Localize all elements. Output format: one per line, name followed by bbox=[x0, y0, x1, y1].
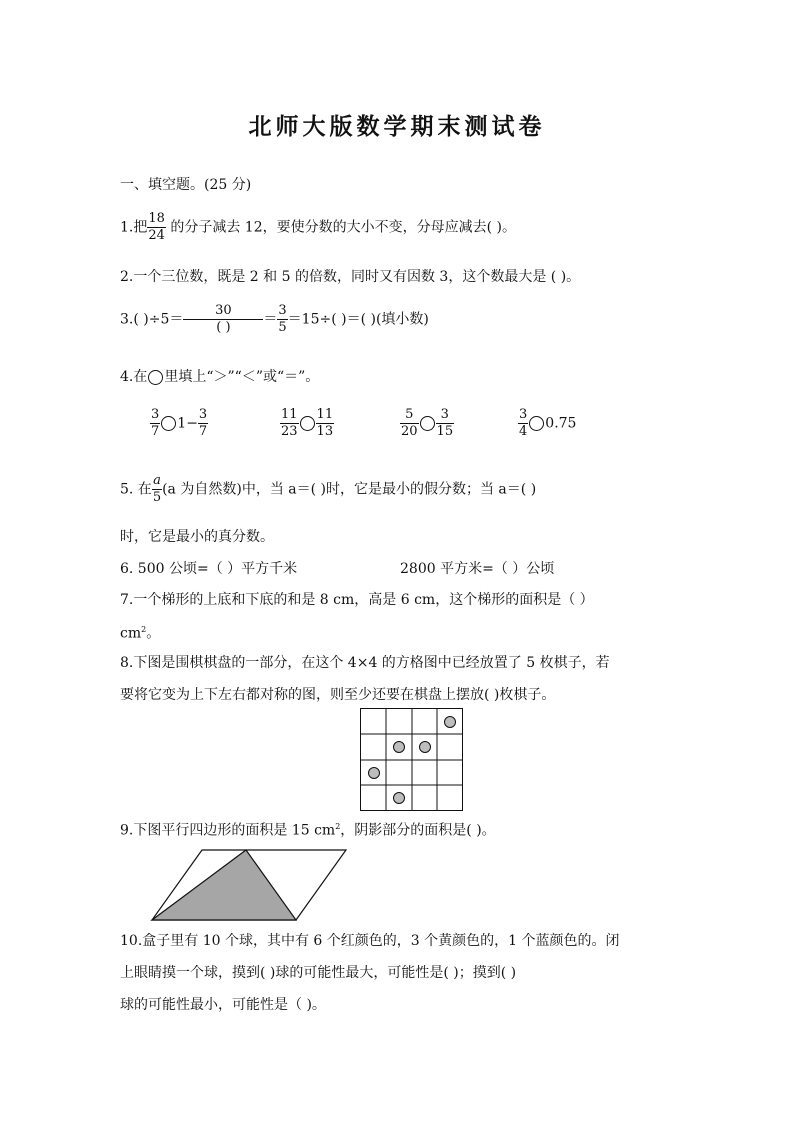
question-2: 2.一个三位数，既是 2 和 5 的倍数，同时又有因数 3，这个数最大是 ( )。 bbox=[120, 269, 581, 285]
question-5-cont: 时，它是最小的真分数。 bbox=[120, 529, 274, 545]
question-5: 5. 在 $\frac{a}{5}$ (a 为自然数)中，当 a＝( )时，它是最小的假分数；当 a＝( ) bbox=[120, 473, 537, 505]
page-title: 北师大版数学期末测试卷 bbox=[248, 113, 546, 140]
fraction: $\frac{3}{5}$ bbox=[278, 303, 287, 335]
go-stone bbox=[445, 717, 456, 728]
question-8: 8.下图是围棋棋盘的一部分，在这个 4×4 的方格图中已经放置了 5 枚棋子，若 bbox=[120, 655, 610, 671]
question-6-left: 6. 500 公顷=（ ）平方千米 bbox=[120, 561, 298, 577]
shaded-triangle bbox=[152, 850, 296, 920]
question-1: 1.把 $\frac{18}{24}$ 的分子减去 12，要使分数的大小不变，分母应减去( )。 bbox=[120, 211, 516, 243]
question-10: 10.盒子里有 10 个球，其中有 6 个红颜色的，3 个黄颜色的，1 个蓝颜色的。闭 bbox=[120, 933, 620, 949]
compare-item-4: $\frac{3}{4}$ 0.75 bbox=[519, 407, 577, 439]
compare-circle[interactable] bbox=[529, 416, 544, 431]
question-10-cont: 上眼睛摸一个球，摸到( )球的可能性最大，可能性是( )；摸到( ) bbox=[120, 965, 517, 981]
question-4: 4.在 里填上“＞”“＜”或“＝”。 bbox=[120, 369, 320, 385]
fraction: $\frac{18}{24}$ bbox=[148, 211, 165, 243]
go-stone bbox=[369, 768, 380, 779]
circle-symbol bbox=[148, 370, 163, 385]
compare-circle[interactable] bbox=[420, 416, 435, 431]
compare-item-2: $\frac{11}{23}$ $\frac{11}{13}$ bbox=[281, 407, 334, 439]
go-board-grid bbox=[358, 706, 466, 814]
section-heading: 一、填空题。(25 分) bbox=[120, 177, 252, 193]
go-stone bbox=[420, 742, 431, 753]
question-6-right: 2800 平方米=（ ）公顷 bbox=[400, 561, 555, 577]
question-3: 3.( )÷5＝ $\frac{30}{( )}$ ＝ $\frac{3}{5}$ ＝15÷( )＝( )(填小数) bbox=[120, 303, 429, 335]
compare-item-3: $\frac{5}{20}$ $\frac{3}{15}$ bbox=[401, 407, 454, 439]
go-stone bbox=[394, 742, 405, 753]
question-9: 9.下图平行四边形的面积是 15 $cm^2$，阴影部分的面积是( )。 bbox=[120, 822, 496, 839]
go-stone bbox=[394, 793, 405, 804]
question-7: 7.一个梯形的上底和下底的和是 8 cm，高是 6 cm，这个梯形的面积是（ ） bbox=[120, 592, 594, 608]
question-7-unit: $cm^2$。 bbox=[120, 625, 161, 642]
parallelogram-figure bbox=[150, 848, 350, 922]
question-10-cont2: 球的可能性最小，可能性是（ )。 bbox=[120, 997, 326, 1013]
compare-circle[interactable] bbox=[300, 416, 315, 431]
compare-item-1: $\frac{3}{7}$ 1− $\frac{3}{7}$ bbox=[151, 407, 208, 439]
question-8-cont: 要将它变为上下左右都对称的图，则至少还要在棋盘上摆放( )枚棋子。 bbox=[120, 687, 556, 703]
fraction: $\frac{30}{( )}$ bbox=[183, 304, 263, 335]
compare-circle[interactable] bbox=[161, 416, 176, 431]
